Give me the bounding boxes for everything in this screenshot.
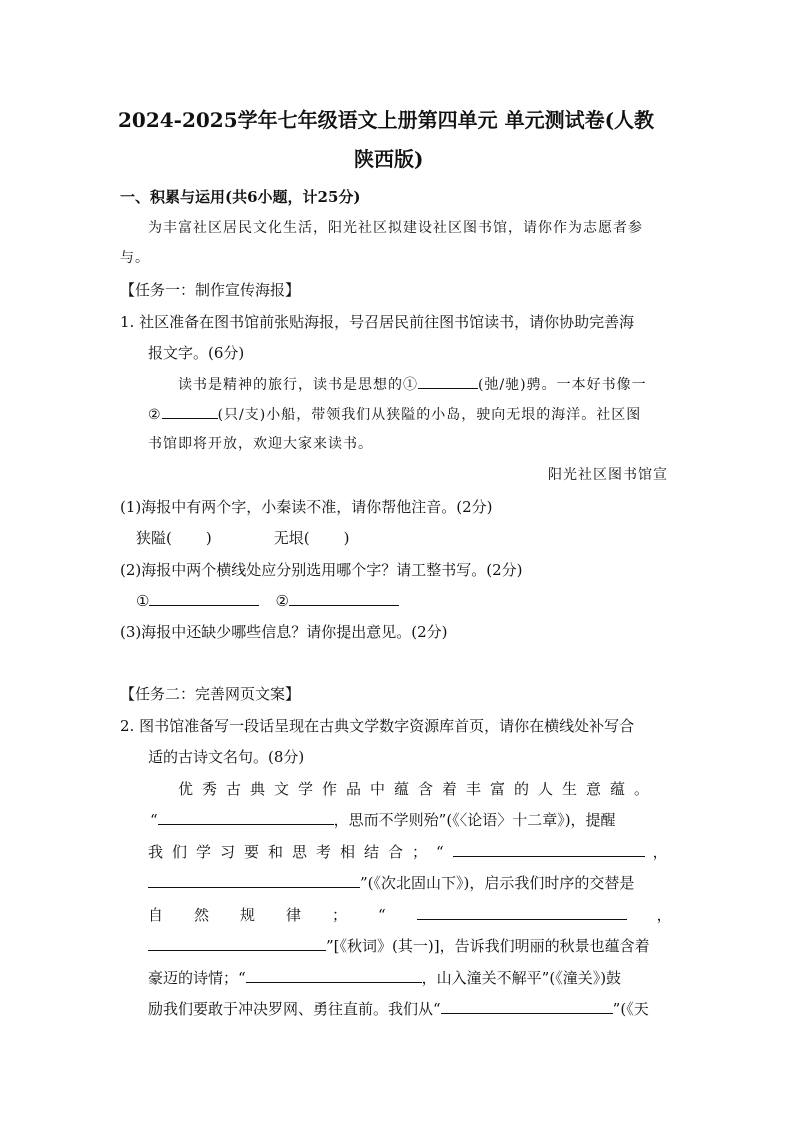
comma-3: ， xyxy=(652,843,668,861)
poem-blank-1[interactable] xyxy=(158,810,334,825)
pinyin-answer-row xyxy=(136,528,349,548)
task2-heading: 【任务二：完善网页文案】 xyxy=(120,685,301,703)
answer-marker-1: ① xyxy=(136,592,150,610)
subquestion-3: (3)海报中还缺少哪些信息？请你提出意见。(2分) xyxy=(120,623,448,641)
passage-line1: 优秀古典文学作品中蕴含着丰富的人生意蕴。 xyxy=(178,780,659,798)
poster-blank-2[interactable] xyxy=(162,404,218,419)
poem-blank-2[interactable] xyxy=(453,842,645,857)
passage-text-8b: ”(《天 xyxy=(612,1000,649,1018)
poster-text-b: (弛/驰)骋。一本好书像一 xyxy=(478,377,647,393)
passage-line2 xyxy=(150,810,616,830)
poster-signature: 阳光社区图书馆宣 xyxy=(548,467,668,483)
pinyin-word-1: 狭隘( xyxy=(136,529,172,547)
passage-text-8: 励我们要敢于冲决罗网、勇往直前。我们从“ xyxy=(148,1000,441,1018)
poster-line3: 书馆即将开放，欢迎大家来读书。 xyxy=(148,436,373,452)
passage-text-7b: ，山入潼关不解平”(《潼关》)鼓 xyxy=(421,969,622,987)
subquestion-1: (1)海报中有两个字，小秦读不准，请你帮他注音。(2分) xyxy=(120,498,493,516)
question1-line2: 报文字。(6分) xyxy=(148,344,245,362)
question1-line1: 1. 社区准备在图书馆前张贴海报，号召居民前往图书馆读书，请你协助完善海 xyxy=(120,313,635,331)
passage-text-6: ”[《秋词》(其一)]，告诉我们明丽的秋景也蕴含着 xyxy=(326,937,650,955)
exam-title-line1: 2024-2025学年七年级语文上册第四单元 单元测试卷(人教 xyxy=(118,108,655,132)
section1-heading: 一、积累与运用(共6小题，计25分) xyxy=(120,188,361,206)
question2-line2: 适的古诗文名句。(8分) xyxy=(148,748,305,766)
section1-intro-line1: 为丰富社区居民文化生活，阳光社区拟建设社区图书馆，请你作为志愿者参 xyxy=(148,220,643,236)
passage-text-3: 我们学习要和思考相结合；“ xyxy=(148,843,453,861)
poem-blank-3[interactable] xyxy=(148,873,360,888)
character-blank-1[interactable] xyxy=(149,591,259,606)
pinyin-word-2: 无垠( xyxy=(273,529,310,547)
passage-line7 xyxy=(148,968,621,988)
passage-line6 xyxy=(148,936,650,956)
passage-text-2: ，思而不学则殆”(《〈论语〉十二章》)，提醒 xyxy=(333,811,616,829)
passage-line5 xyxy=(148,905,672,925)
poster-line2 xyxy=(148,404,641,425)
pinyin-close-1: ) xyxy=(205,529,212,547)
poem-blank-5[interactable] xyxy=(148,936,326,951)
section1-intro-line2: 与。 xyxy=(120,250,150,266)
question2-line1: 2. 图书馆准备写一段话呈现在古典文学数字资源库首页，请你在横线处补写合 xyxy=(120,717,635,735)
exam-title-line2: 陕西版) xyxy=(354,147,424,171)
poem-blank-4[interactable] xyxy=(417,905,627,920)
quote-open: “ xyxy=(150,811,158,829)
passage-line8 xyxy=(148,999,649,1019)
poem-blank-7[interactable] xyxy=(441,999,613,1014)
poster-line1 xyxy=(178,374,647,395)
passage-text-4: ”(《次北固山下》)，启示我们时序的交替是 xyxy=(360,874,635,892)
poem-blank-6[interactable] xyxy=(246,968,422,983)
poster-marker-2: ② xyxy=(148,407,162,423)
passage-line3 xyxy=(148,842,668,862)
character-answer-row xyxy=(136,591,399,611)
character-blank-2[interactable] xyxy=(289,591,399,606)
poster-text-d: (只/支)小船，带领我们从狭隘的小岛，驶向无垠的海洋。社区图 xyxy=(217,407,642,423)
passage-text-5: 自然规律；“ xyxy=(148,906,417,924)
passage-line4 xyxy=(148,873,634,893)
subquestion-2: (2)海报中两个横线处应分别选用哪个字？请工整书写。(2分) xyxy=(120,561,523,579)
task1-heading: 【任务一：制作宣传海报】 xyxy=(120,281,301,299)
passage-text-7: 豪迈的诗情；“ xyxy=(148,969,246,987)
poster-text-a: 读书是精神的旅行，读书是思想的① xyxy=(178,377,418,393)
comma-5: ， xyxy=(656,906,672,924)
pinyin-close-2: ) xyxy=(343,529,350,547)
poster-blank-1[interactable] xyxy=(418,374,478,389)
answer-marker-2: ② xyxy=(275,592,289,610)
